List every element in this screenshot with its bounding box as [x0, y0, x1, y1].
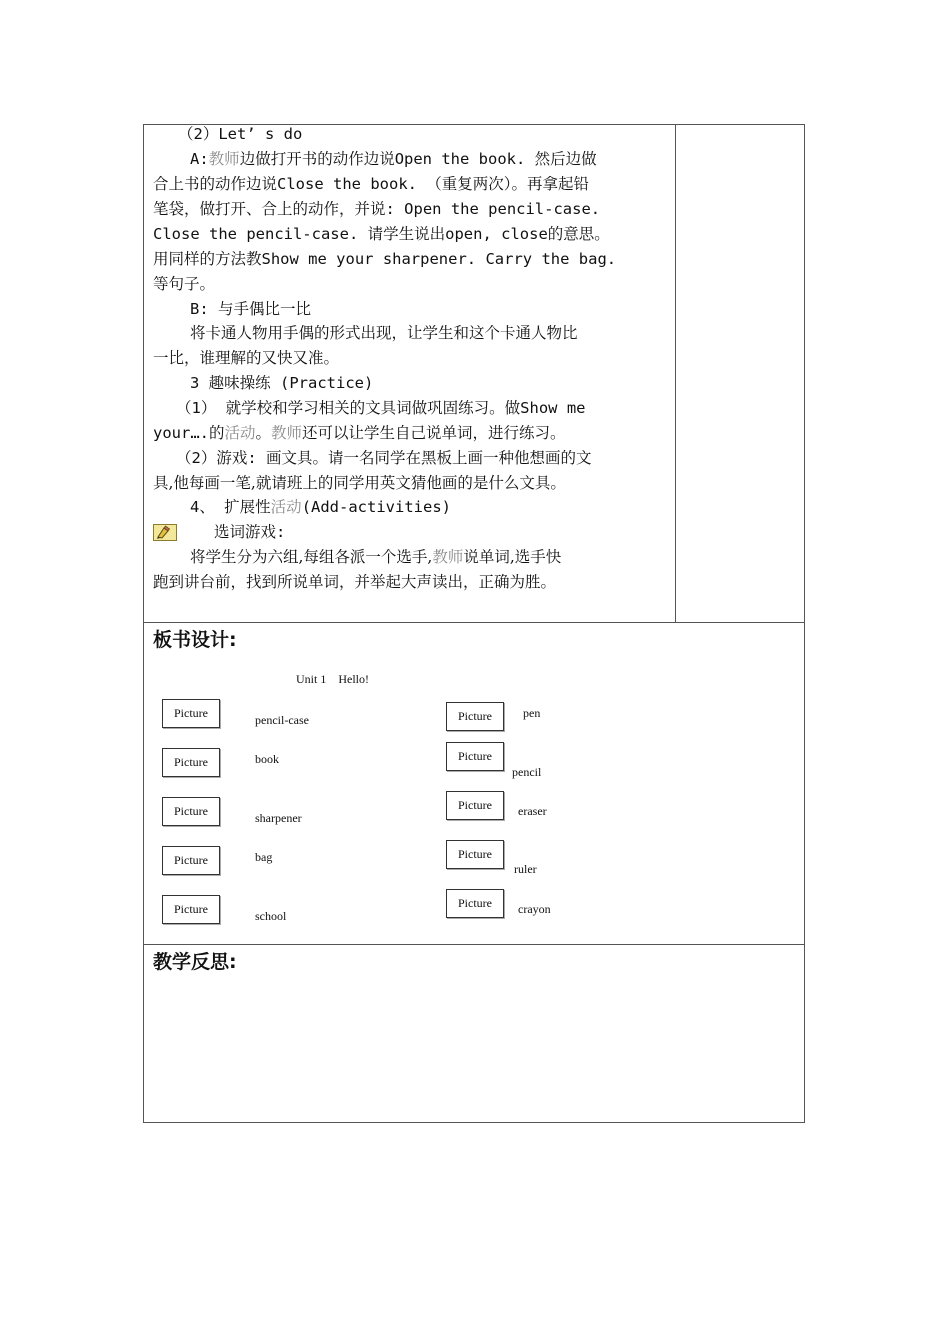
column-divider [675, 124, 676, 623]
picture-box: Picture [446, 742, 504, 771]
board-word: crayon [518, 902, 551, 916]
lesson-line [190, 545, 561, 570]
board-word: school [255, 909, 287, 923]
lesson-text: your….的 [153, 424, 225, 442]
board-heading: 板书设计: [153, 629, 237, 651]
lesson-text: 选词游戏: [214, 523, 286, 541]
lesson-text: 等句子。 [153, 275, 216, 293]
highlighted-term: 教师 [271, 424, 303, 442]
picture-box: Picture [446, 840, 504, 869]
lesson-text: B: 与手偶比一比 [190, 300, 311, 318]
lesson-text: （2）游戏: 画文具。请一名同学在黑板上画一种他想画的文 [176, 449, 592, 467]
board-word: pencil [512, 765, 542, 779]
lesson-text: 将学生分为六组,每组各派一个选手, [190, 548, 433, 566]
lesson-text: 将卡通人物用手偶的形式出现，让学生和这个卡通人物比 [190, 324, 578, 342]
lesson-text: 笔袋，做打开、合上的动作，并说: Open the pencil-case. [153, 200, 601, 218]
lesson-text: (Add-activities) [301, 498, 451, 516]
lesson-text: 3 趣味操练 (Practice) [190, 374, 374, 392]
lesson-line [153, 222, 610, 247]
lesson-line [176, 446, 592, 471]
pencil-note-icon [153, 524, 177, 541]
lesson-line [190, 147, 597, 172]
picture-box: Picture [162, 846, 220, 875]
highlighted-term: 活动 [224, 424, 256, 442]
lesson-text: （2）Let’ s do [178, 125, 303, 143]
lesson-line [153, 247, 616, 272]
lesson-line [153, 570, 556, 595]
board-word: pencil-case [255, 713, 309, 727]
lesson-text: A: [190, 150, 209, 168]
picture-box: Picture [162, 748, 220, 777]
highlighted-term: 活动 [270, 498, 302, 516]
lesson-line [190, 371, 373, 396]
lesson-text: 一比，谁理解的又快又准。 [153, 349, 340, 367]
lesson-line [190, 495, 451, 520]
lesson-text: Close the pencil-case. 请学生说出open, close的意思。 [153, 225, 610, 243]
lesson-text: 用同样的方法教Show me your sharpener. Carry the bag. [153, 250, 617, 268]
picture-box: Picture [162, 699, 220, 728]
lesson-text: 说单词,选手快 [463, 548, 562, 566]
lesson-text: 4、 扩展性 [190, 498, 271, 516]
lesson-line [153, 197, 600, 222]
board-word: bag [255, 850, 273, 864]
lesson-line [178, 122, 302, 147]
lesson-line [190, 321, 578, 346]
board-word: pen [523, 706, 541, 720]
lesson-line [176, 396, 586, 421]
lesson-text: 具,他每画一笔,就请班上的同学用英文猜他画的是什么文具。 [153, 474, 566, 492]
reflection-heading: 教学反思: [153, 951, 237, 973]
lesson-line [153, 172, 589, 197]
lesson-table [143, 124, 805, 1123]
lesson-text: 。 [255, 424, 272, 442]
lesson-line [153, 346, 339, 371]
lesson-line [153, 421, 566, 446]
board-word: sharpener [255, 811, 302, 825]
lesson-line [153, 471, 566, 496]
highlighted-term: 教师 [208, 150, 240, 168]
picture-box: Picture [446, 791, 504, 820]
lesson-text: 跑到讲台前，找到所说单词，并举起大声读出，正确为胜。 [153, 573, 557, 591]
lesson-line [153, 272, 215, 297]
board-word: eraser [518, 804, 547, 818]
highlighted-term: 教师 [432, 548, 464, 566]
board-word: ruler [514, 862, 537, 876]
lesson-text: 还可以让学生自己说单词，进行练习。 [302, 424, 566, 442]
board-title: Unit 1 Hello! [296, 672, 369, 686]
row-divider-reflection [143, 944, 804, 945]
lesson-text: 合上书的动作边说Close the book. （重复两次）。再拿起铅 [153, 175, 590, 193]
picture-box: Picture [162, 895, 220, 924]
row-divider-board [143, 622, 804, 623]
lesson-line [214, 520, 285, 545]
picture-box: Picture [446, 889, 504, 918]
picture-box: Picture [446, 702, 504, 731]
picture-box: Picture [162, 797, 220, 826]
lesson-line [190, 297, 311, 322]
lesson-text: 边做打开书的动作边说Open the book. 然后边做 [239, 150, 597, 168]
board-word: book [255, 752, 279, 766]
lesson-text: （1） 就学校和学习相关的文具词做巩固练习。做Show me [176, 399, 586, 417]
